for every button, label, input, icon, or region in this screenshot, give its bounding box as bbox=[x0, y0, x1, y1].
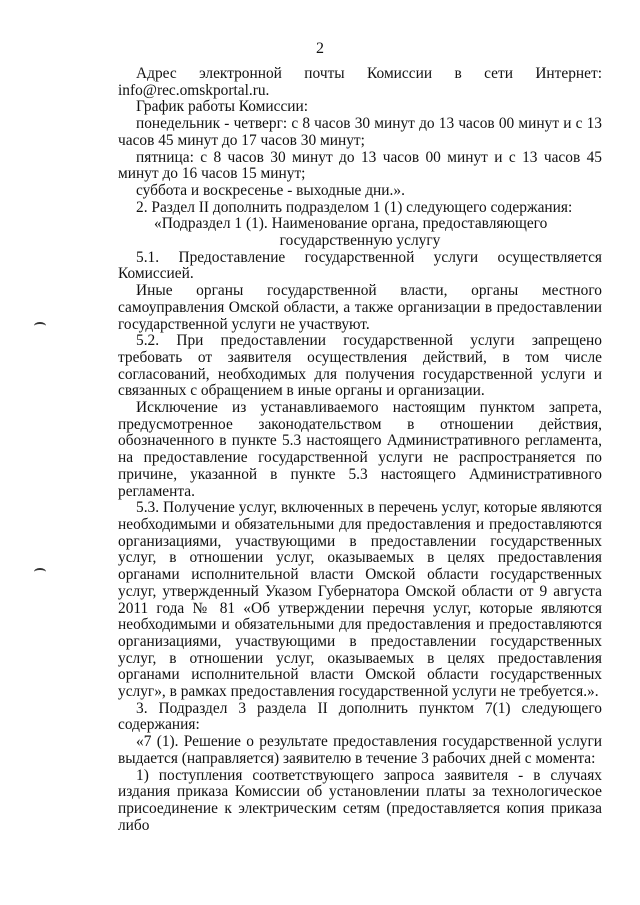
paragraph: пятница: с 8 часов 30 минут до 13 часов 00 минут и с 13 часов 45 минут до 16 часов 15 минут; bbox=[118, 148, 602, 183]
paragraph: «Подраздел 1 (1). Наименование органа, предоставляющего bbox=[154, 215, 548, 233]
margin-mark bbox=[34, 322, 46, 330]
paragraph: График работы Комиссии: bbox=[136, 98, 309, 116]
paragraph: 5.3. Получение услуг, включенных в перечень услуг, которые являются необходимыми и обязательными для предоставления и предоставляются организациями, участвующими в предоставлении государственных услуг, в отношении услуг, оказываемых в целях предоставления органами исполнительной власти Омской области государственных услуг, утвержденный Указом Губернатора Омской области от 9 августа 2011 года № 81 «Об утверждении перечня услуг, которые являются необходимыми и обязательными для предоставления и предоставляются организациями, участвующими в предоставлении государственных услуг, в отношении услуг, оказываемых в целях предоставления органами исполнительной власти Омской области государственных услуг», в рамках предоставления государственной услуги не требуется.». bbox=[118, 499, 602, 701]
margin-mark bbox=[34, 568, 46, 576]
page-number: 2 bbox=[316, 40, 324, 57]
paragraph: государственную услугу bbox=[279, 232, 441, 250]
paragraph: Исключение из устанавливаемого настоящим пунктом запрета, предусмотренное законодательством в отношении действия, обозначенного в пункте 5.3 настоящего Административного регламента, на предоставление государственной услуги не распространяется по причине, указанной в пункте 5.3 настоящего Административного регламента. bbox=[118, 399, 602, 500]
paragraph: 2. Раздел II дополнить подразделом 1 (1) следующего содержания: bbox=[136, 198, 573, 216]
paragraph: Адрес электронной почты Комиссии в сети Интернет: info@rec.omskportal.ru. bbox=[118, 65, 602, 99]
paragraph: 1) поступления соответствующего запроса заявителя - в случаях издания приказа Комиссии об установлении платы за технологическое присоединение к электрическим сетям (предоставляется копия приказа либо bbox=[118, 766, 602, 834]
paragraph: 5.1. Предоставление государственной услуги осуществляется Комиссией. bbox=[118, 248, 602, 283]
document-body bbox=[118, 66, 602, 834]
paragraph: 3. Подраздел 3 раздела II дополнить пунктом 7(1) следующего содержания: bbox=[118, 699, 602, 734]
paragraph: 5.2. При предоставлении государственной услуги запрещено требовать от заявителя осуществления действий, в том числе согласований, необходимых для получения государственной услуги и связанных с обращением в иные органы и организации. bbox=[118, 332, 602, 400]
paragraph: Иные органы государственной власти, органы местного самоуправления Омской области, а также организации в предоставлении государственной услуги не участвуют. bbox=[118, 282, 602, 333]
paragraph: «7 (1). Решение о результате предоставления государственной услуги выдается (направляется) заявителю в течение 3 рабочих дней с момента: bbox=[118, 733, 602, 767]
paragraph: суббота и воскресенье - выходные дни.». bbox=[136, 181, 405, 199]
paragraph: понедельник - четверг: с 8 часов 30 минут до 13 часов 00 минут и с 13 часов 45 минут до 17 часов 30 минут; bbox=[118, 115, 602, 149]
